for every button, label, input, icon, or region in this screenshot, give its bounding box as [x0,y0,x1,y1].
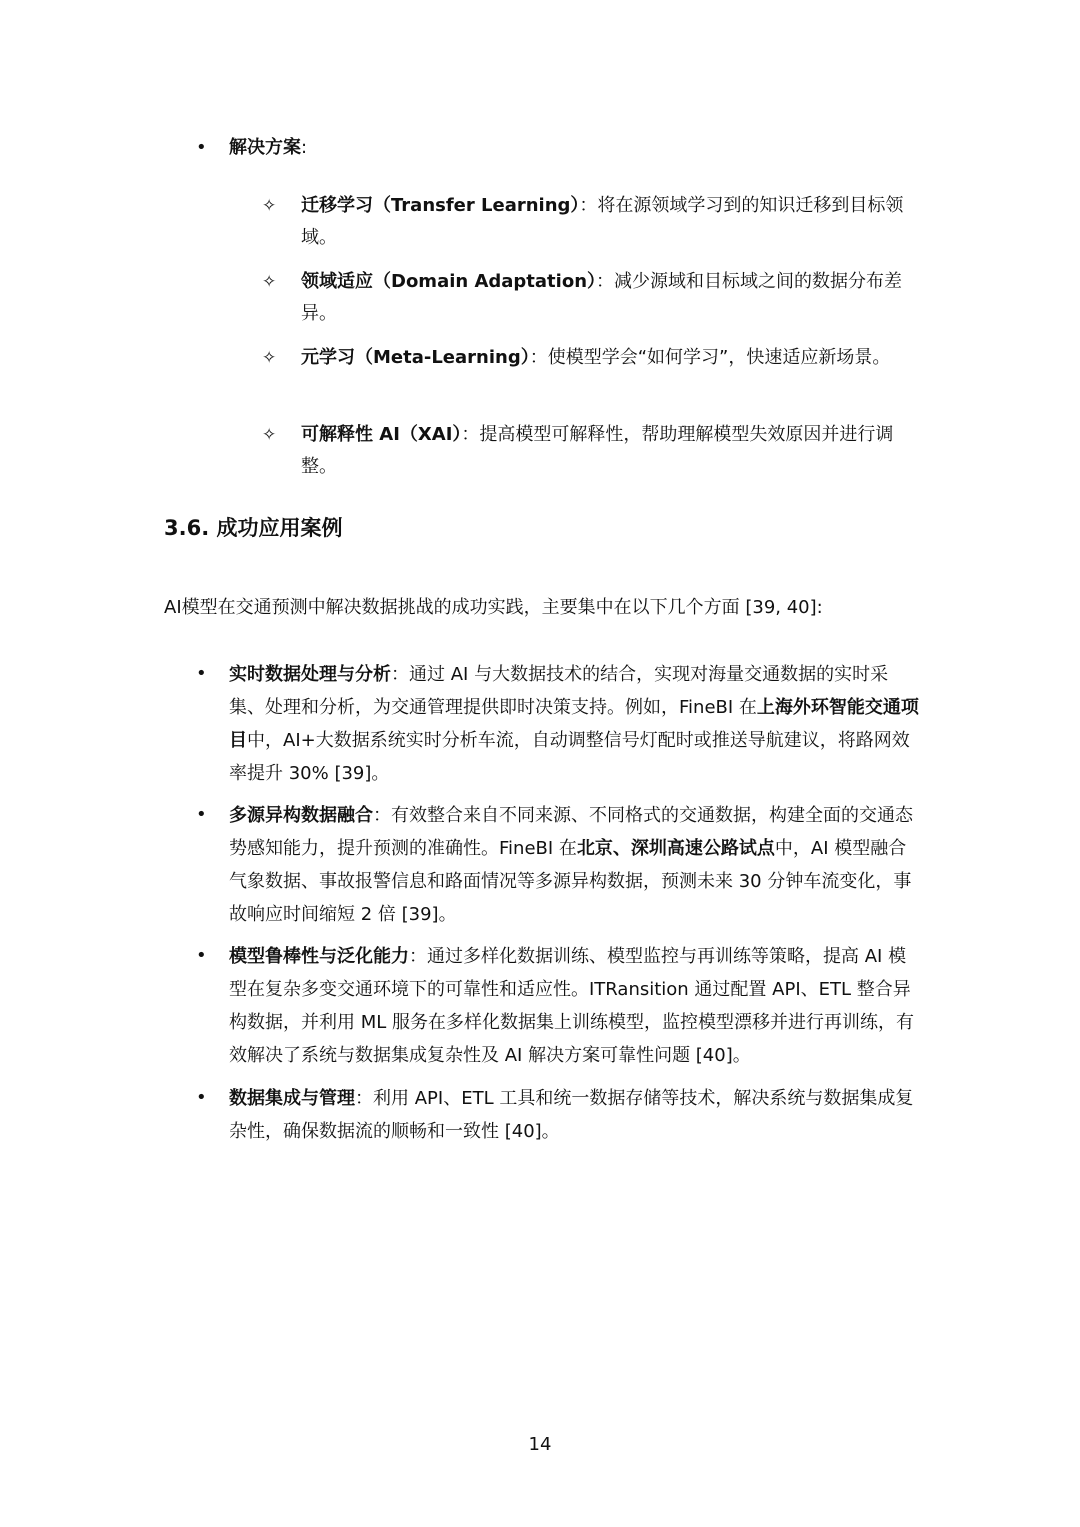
solution-item-title: 迁移学习（Transfer Learning） [301,195,580,216]
solutions-heading-suffix: : [301,137,308,158]
case-text: ：通过 AI 与大数据技术的结合，实现对海量交通数据的实时采集、处理和分析，为交通管理提供即时决策支持。例如，FineBI 在 [229,664,889,718]
sub-bullet-marker: ✧ [262,196,277,216]
bullet-marker: • [196,945,207,966]
case-multisource-fusion [229,799,919,931]
solutions-heading [229,132,919,164]
case-title: 模型鲁棒性与泛化能力 [229,946,409,967]
case-highlight: 上海外环智能交通项目 [229,697,919,751]
sub-bullet-marker: ✧ [262,348,277,368]
solution-item-xai [301,419,916,483]
bullet-marker: • [196,137,207,158]
bullet-marker: • [196,804,207,825]
solution-item-text: ：减少源域和目标域之间的数据分布差异。 [301,271,903,324]
case-text-continued: 中，AI 模型融合气象数据、事故报警信息和路面情况等多源异构数据，预测未来 30 分钟车流变化，事故响应时间缩短 2 倍 [39]。 [229,838,912,925]
case-realtime-processing [229,658,919,790]
case-data-integration [229,1082,919,1148]
case-title: 多源异构数据融合 [229,805,373,826]
bullet-marker: • [196,663,207,684]
solutions-heading-bold: 解决方案 [229,137,301,158]
case-title: 实时数据处理与分析 [229,664,391,685]
solution-item-transfer-learning [301,190,916,254]
case-title: 数据集成与管理 [229,1088,355,1109]
case-highlight: 北京、深圳高速公路试点 [576,838,775,859]
sub-bullet-marker: ✧ [262,425,277,445]
section-intro: AI模型在交通预测中解决数据挑战的成功实践，主要集中在以下几个方面 [39, 40]: [164,597,823,618]
solution-item-text: ：将在源领域学习到的知识迁移到目标领域。 [301,195,904,248]
sub-bullet-marker: ✧ [262,272,277,292]
case-text: ：通过多样化数据训练、模型监控与再训练等策略，提高 AI 模型在复杂多变交通环境下的可靠性和适应性。ITRansition 通过配置 API、ETL 整合异构数据，并利用 ML 服务在多样化数据集上训练模型，监控模型漂移并进行再训练，有效解决了系统与数据集成复杂性及 AI 解决方案可靠性问题 [40]。 [229,946,914,1066]
solution-item-meta-learning [301,342,916,374]
solution-item-title: 可解释性 AI（XAI） [301,424,462,445]
case-robustness [229,940,919,1072]
solution-item-title: 领域适应（Domain Adaptation） [301,271,597,292]
page-number: 14 [528,1434,552,1455]
solution-item-title: 元学习（Meta-Learning） [301,347,530,368]
case-text: ：有效整合来自不同来源、不同格式的交通数据，构建全面的交通态势感知能力，提升预测的准确性。FineBI 在 [229,805,913,859]
section-heading: 3.6. 成功应用案例 [164,516,343,540]
case-text: ：利用 API、ETL 工具和统一数据存储等技术，解决系统与数据集成复杂性，确保数据流的顺畅和一致性 [40]。 [229,1088,914,1142]
solution-item-domain-adaptation [301,266,916,330]
solution-item-text: ：使模型学会“如何学习”，快速适应新场景。 [529,347,891,368]
case-text-continued: 中，AI+大数据系统实时分析车流，自动调整信号灯配时或推送导航建议，将路网效率提升 30% [39]。 [229,730,910,784]
bullet-marker: • [196,1087,207,1108]
solution-item-text: ：提高模型可解释性，帮助理解模型失效原因并进行调整。 [301,424,894,477]
